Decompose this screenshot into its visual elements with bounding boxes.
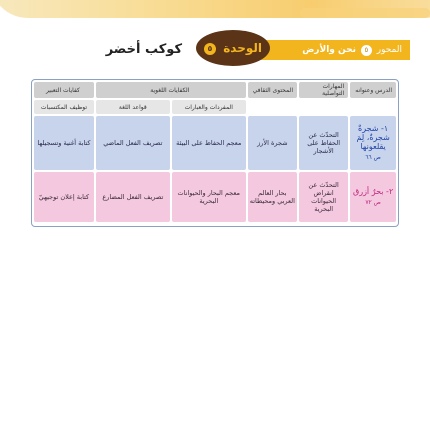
subheader-vocab: المفردات والعبارات: [172, 100, 246, 114]
header-cultural: المحتوى الثقافي: [248, 82, 297, 98]
lesson-cell: [350, 172, 396, 222]
subheader-grammar: قواعد اللغة: [96, 100, 170, 114]
unit-label: الوحدة: [223, 41, 262, 55]
axis-title: نحن والأرض: [302, 45, 356, 55]
table-row: [34, 172, 396, 222]
communication-cell: التحدّث عن الحفاظ على الأشجار: [299, 116, 348, 170]
subheader-acquired: توظيف المكتسبات: [34, 100, 94, 114]
decorative-brush-accent: [300, 8, 430, 18]
expression-cell: كتابة إعلان توجيهيّ: [34, 172, 94, 222]
axis-label: المحور: [376, 45, 402, 55]
curriculum-table-frame: [31, 79, 399, 227]
lesson-title: ١- شجرةٌ شجرةٌ، لِمَ يقلعونها: [356, 124, 390, 151]
grammar-cell: تصريف الفعل الماضي: [96, 116, 170, 170]
table-header-row: [34, 82, 396, 98]
header-communication: المهارات التواصلية: [299, 82, 348, 98]
unit-number-badge: ٥: [204, 43, 216, 55]
unit-badge: [196, 30, 270, 66]
axis-banner: [260, 40, 410, 60]
header-linguistic: الكفايات اللغوية: [96, 82, 246, 98]
lesson-page: ص ٧٢: [365, 199, 381, 206]
unit-title: كوكب أخضر: [105, 42, 182, 57]
header-lesson: الدرس وعنوانه: [350, 82, 396, 98]
expression-cell: كتابة أغنية وتسجيلها: [34, 116, 94, 170]
lesson-title: ٢- بحرٌ أزرق: [353, 187, 394, 196]
vocab-cell: معجم البحار والحيوانات البحرية: [172, 172, 246, 222]
axis-number-badge: ٥: [361, 45, 372, 56]
cultural-cell: بحار العالم العربي ومحيطاته: [248, 172, 297, 222]
lesson-page: ص ٦٦: [365, 154, 381, 161]
cultural-cell: شجرة الأرز: [248, 116, 297, 170]
unit-header: [20, 36, 410, 62]
grammar-cell: تصريف الفعل المضارع: [96, 172, 170, 222]
communication-cell: التحدّث عن انقراض الحيوانات البحرية: [299, 172, 348, 222]
header-expression: كفايات التعبير: [34, 82, 94, 98]
curriculum-table: [32, 80, 398, 224]
table-subheader-row: [34, 100, 396, 114]
vocab-cell: معجم الحفاظ على البيئة: [172, 116, 246, 170]
table-row: [34, 116, 396, 170]
lesson-cell: [350, 116, 396, 170]
